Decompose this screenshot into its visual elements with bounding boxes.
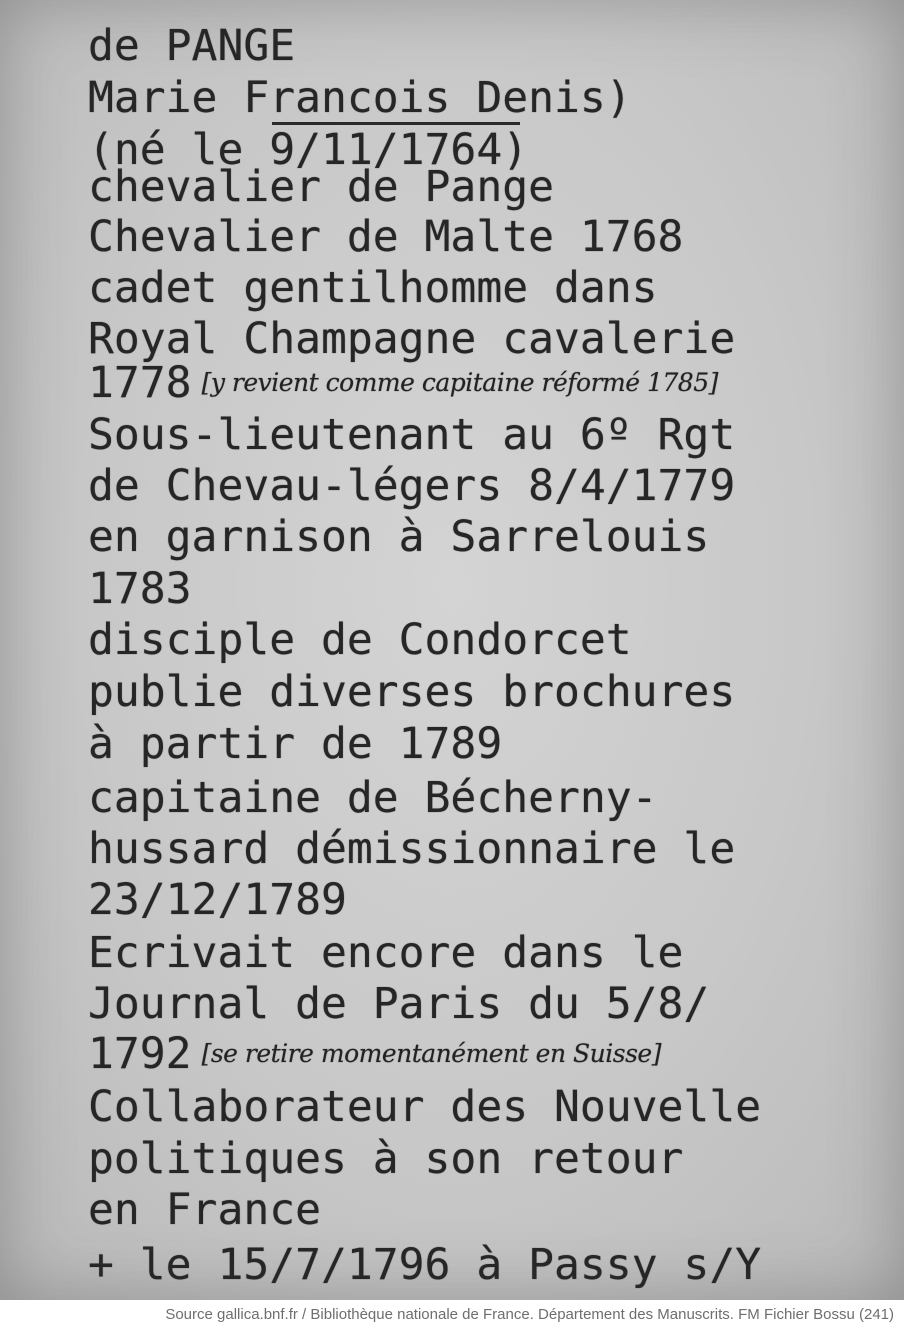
card-line-collaborateur: Collaborateur des Nouvelle: [88, 1082, 762, 1132]
card-line-journal: Journal de Paris du 5/8/: [88, 979, 710, 1029]
card-line-chevau-legers: de Chevau-légers 8/4/1779: [88, 461, 736, 511]
card-line-1792: [88, 1028, 661, 1080]
card-line-surname: de PANGE: [88, 21, 296, 71]
handwritten-note-1785: [y revient comme capitaine réformé 1785]: [201, 368, 718, 397]
card-line-title: chevalier de Pange: [88, 162, 554, 212]
card-line-1778: [88, 357, 718, 409]
card-line-france: en France: [88, 1185, 321, 1235]
card-line-brochures: publie diverses brochures: [88, 667, 736, 717]
card-line-sous-lieutenant: Sous-lieutenant au 6º Rgt: [88, 410, 736, 460]
handwritten-note-suisse: [se retire momentanément en Suisse]: [201, 1039, 661, 1068]
card-line-given-names: Marie Francois Denis): [88, 73, 632, 123]
card-line-date-demission: 23/12/1789: [88, 875, 347, 925]
card-line-cadet: cadet gentilhomme dans: [88, 263, 658, 313]
card-line-1783: 1783: [88, 564, 192, 614]
card-line-1789: à partir de 1789: [88, 719, 503, 769]
card-line-1792-text: 1792: [88, 1029, 192, 1079]
card-line-politiques: politiques à son retour: [88, 1134, 684, 1184]
source-footer: Source gallica.bnf.fr / Bibliothèque nationale de France. Département des Manuscrits. FM Fichier Bossu (241): [0, 1300, 904, 1330]
card-line-condorcet: disciple de Condorcet: [88, 615, 632, 665]
card-line-1778-text: 1778: [88, 358, 192, 408]
card-line-malta: Chevalier de Malte 1768: [88, 212, 684, 262]
card-line-hussard: hussard démissionnaire le: [88, 824, 736, 874]
card-line-capitaine: capitaine de Bécherny-: [88, 773, 658, 823]
card-line-death: + le 15/7/1796 à Passy s/Y: [88, 1240, 762, 1290]
card-line-birth-date: (né le 9/11/1764): [88, 125, 529, 175]
card-line-ecrivait: Ecrivait encore dans le: [88, 928, 684, 978]
card-line-regiment: Royal Champagne cavalerie: [88, 314, 736, 364]
card-line-garnison: en garnison à Sarrelouis: [88, 512, 710, 562]
